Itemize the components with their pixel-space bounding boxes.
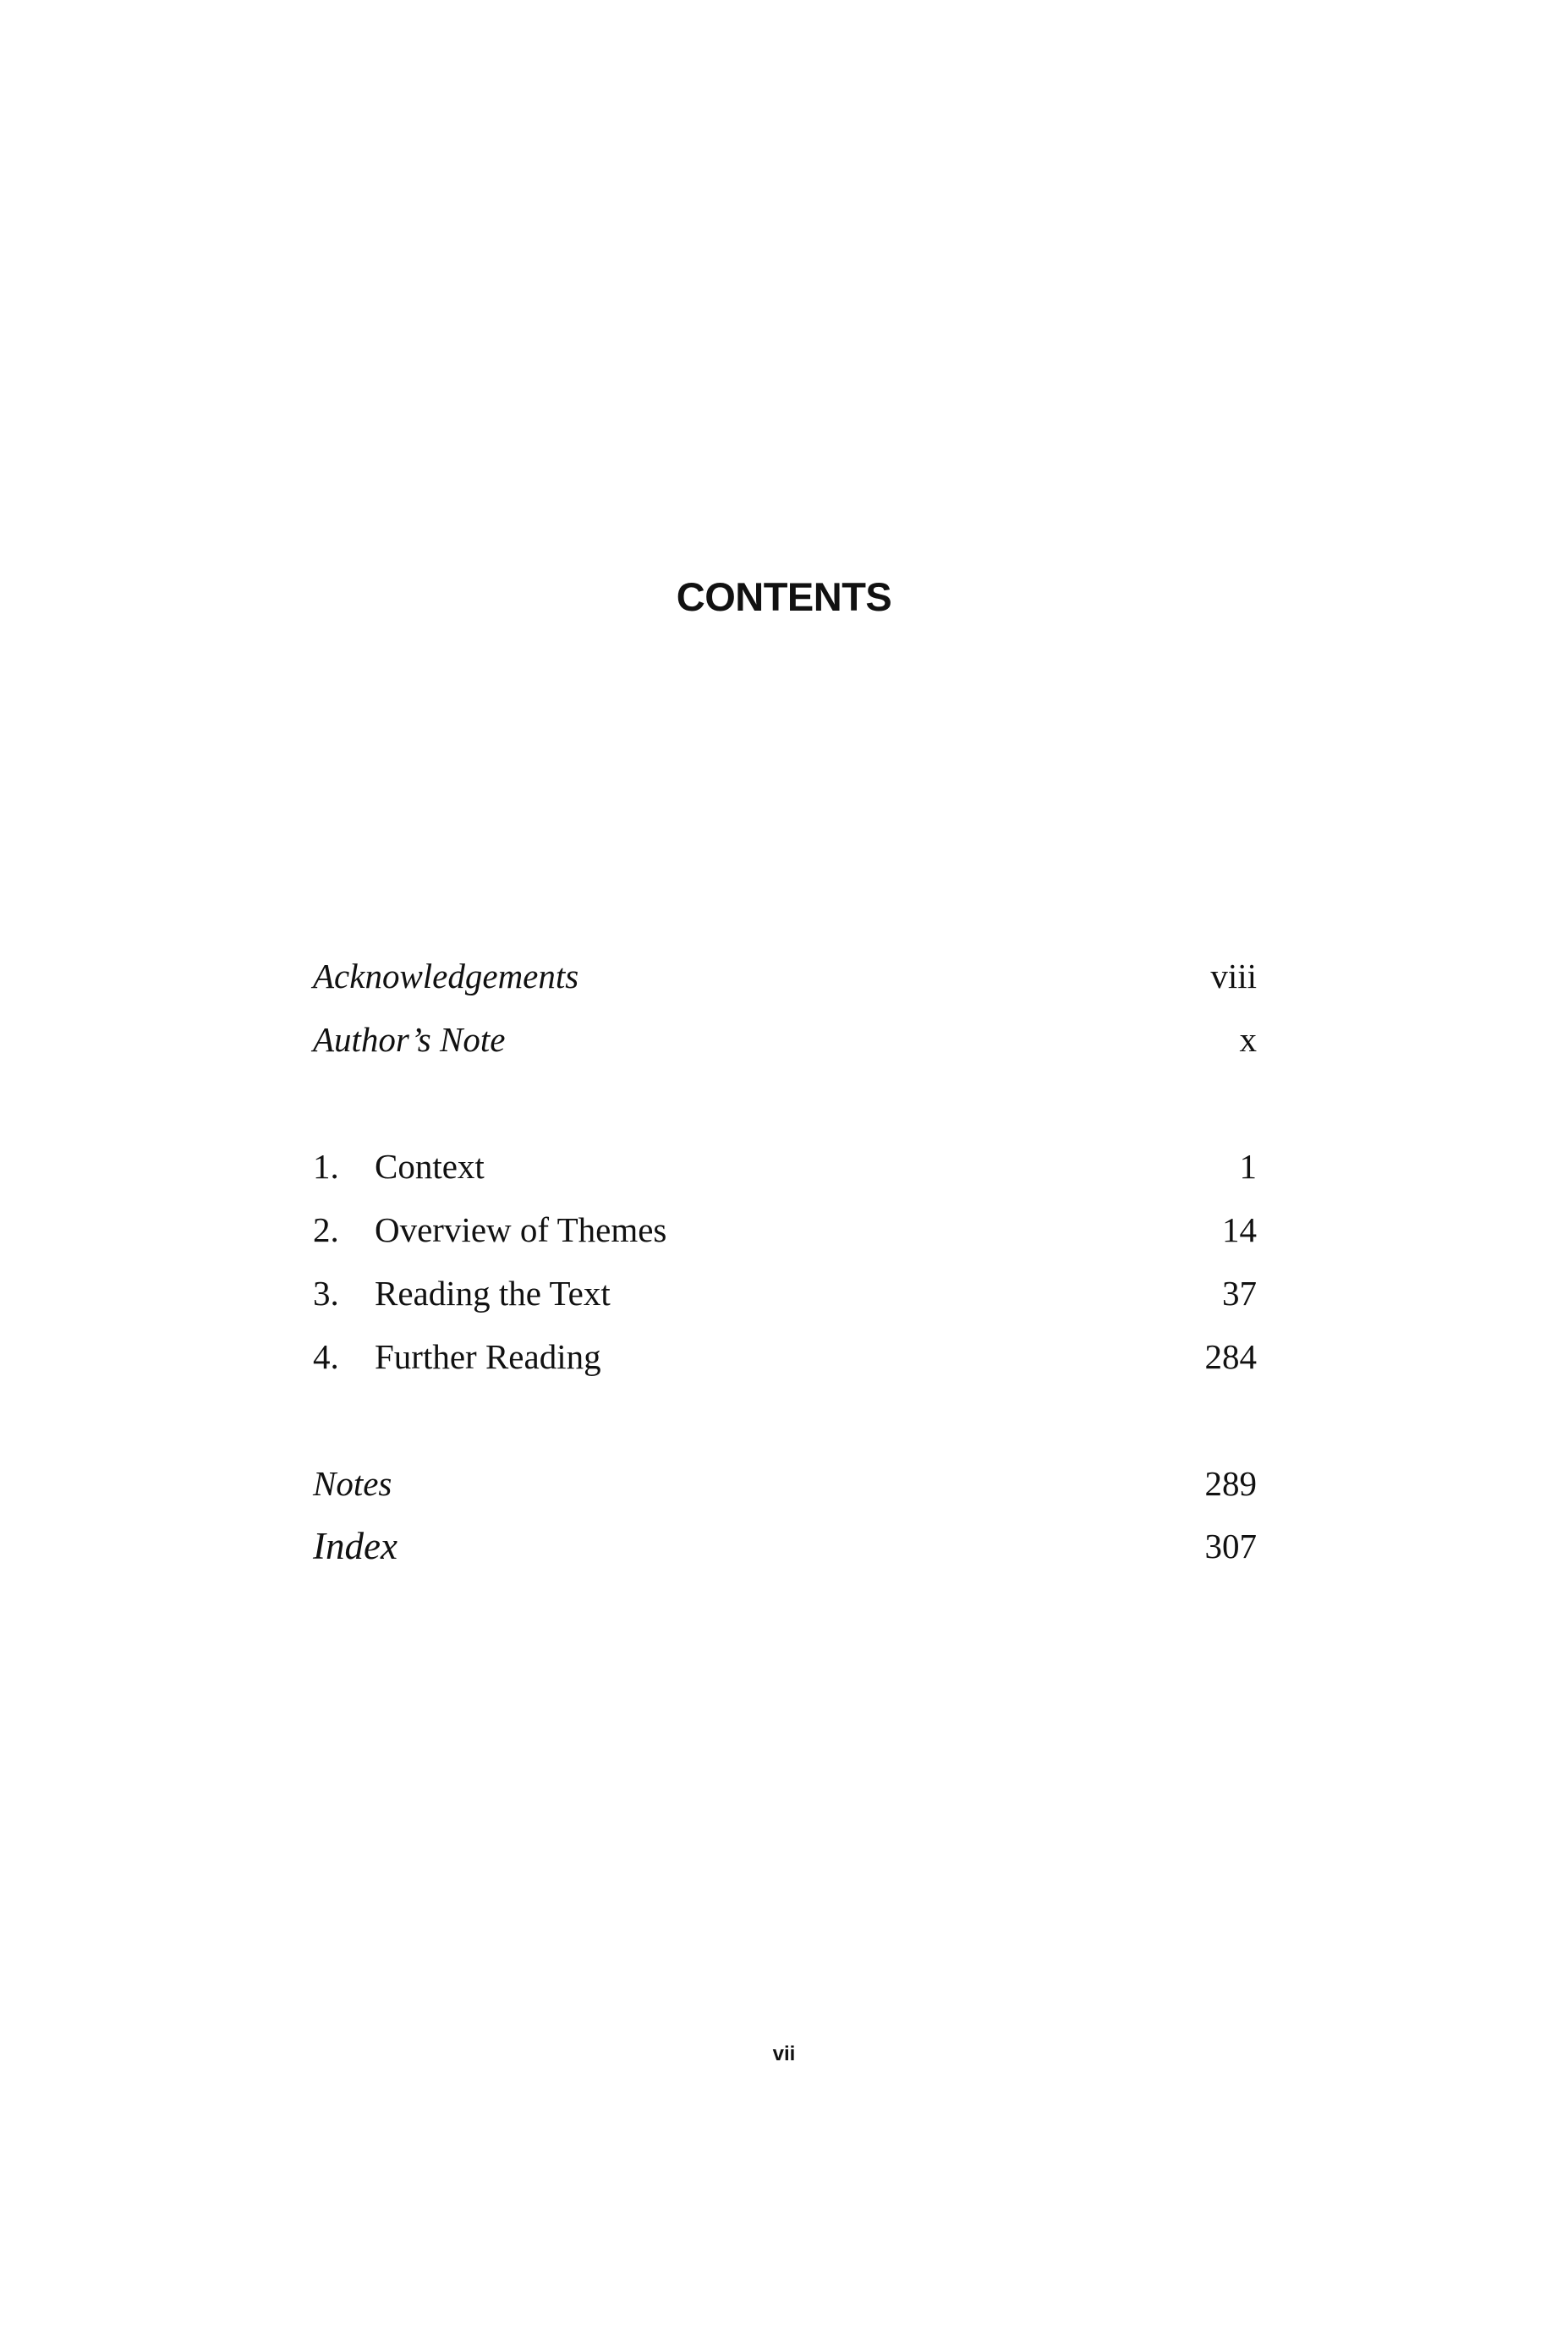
toc-entry-page: 307 xyxy=(1204,1527,1257,1566)
chapter-number: 4. xyxy=(313,1337,339,1376)
toc-entry-chapter-3[interactable] xyxy=(313,1269,1257,1317)
toc-entry-title: Notes xyxy=(313,1464,392,1503)
chapter-number: 1. xyxy=(313,1147,339,1186)
toc-entry-chapter-1[interactable] xyxy=(313,1143,1257,1190)
page-number: vii xyxy=(772,2043,796,2065)
toc-entry-index[interactable] xyxy=(313,1522,1257,1570)
chapter-number: 3. xyxy=(313,1274,339,1313)
toc-entry-title: Further Reading xyxy=(375,1337,601,1376)
toc-entry-page: 37 xyxy=(1222,1274,1257,1313)
toc-entry-chapter-4[interactable] xyxy=(313,1333,1257,1380)
toc-entry-chapter-2[interactable] xyxy=(313,1206,1257,1253)
toc-entry-authors-note[interactable] xyxy=(313,1016,1257,1063)
toc-entry-page: 14 xyxy=(1222,1210,1257,1249)
page-title: CONTENTS xyxy=(676,574,892,619)
toc-entry-title: Author’s Note xyxy=(313,1020,506,1059)
toc-entry-title: Context xyxy=(375,1147,485,1186)
toc-entry-title: Index xyxy=(313,1525,397,1567)
toc-entry-page: viii xyxy=(1210,957,1257,995)
toc-entry-acknowledgements[interactable] xyxy=(313,952,1257,1000)
chapter-number: 2. xyxy=(313,1210,339,1249)
toc-entry-page: 289 xyxy=(1204,1464,1257,1503)
toc-entry-page: 1 xyxy=(1239,1147,1257,1186)
toc-entry-title: Reading the Text xyxy=(375,1274,611,1313)
toc-entry-title: Overview of Themes xyxy=(375,1210,667,1249)
toc-entry-page: x xyxy=(1239,1020,1257,1059)
toc-entry-title: Acknowledgements xyxy=(313,957,579,995)
toc-entry-page: 284 xyxy=(1204,1337,1257,1376)
toc-entry-notes[interactable] xyxy=(313,1460,1257,1507)
